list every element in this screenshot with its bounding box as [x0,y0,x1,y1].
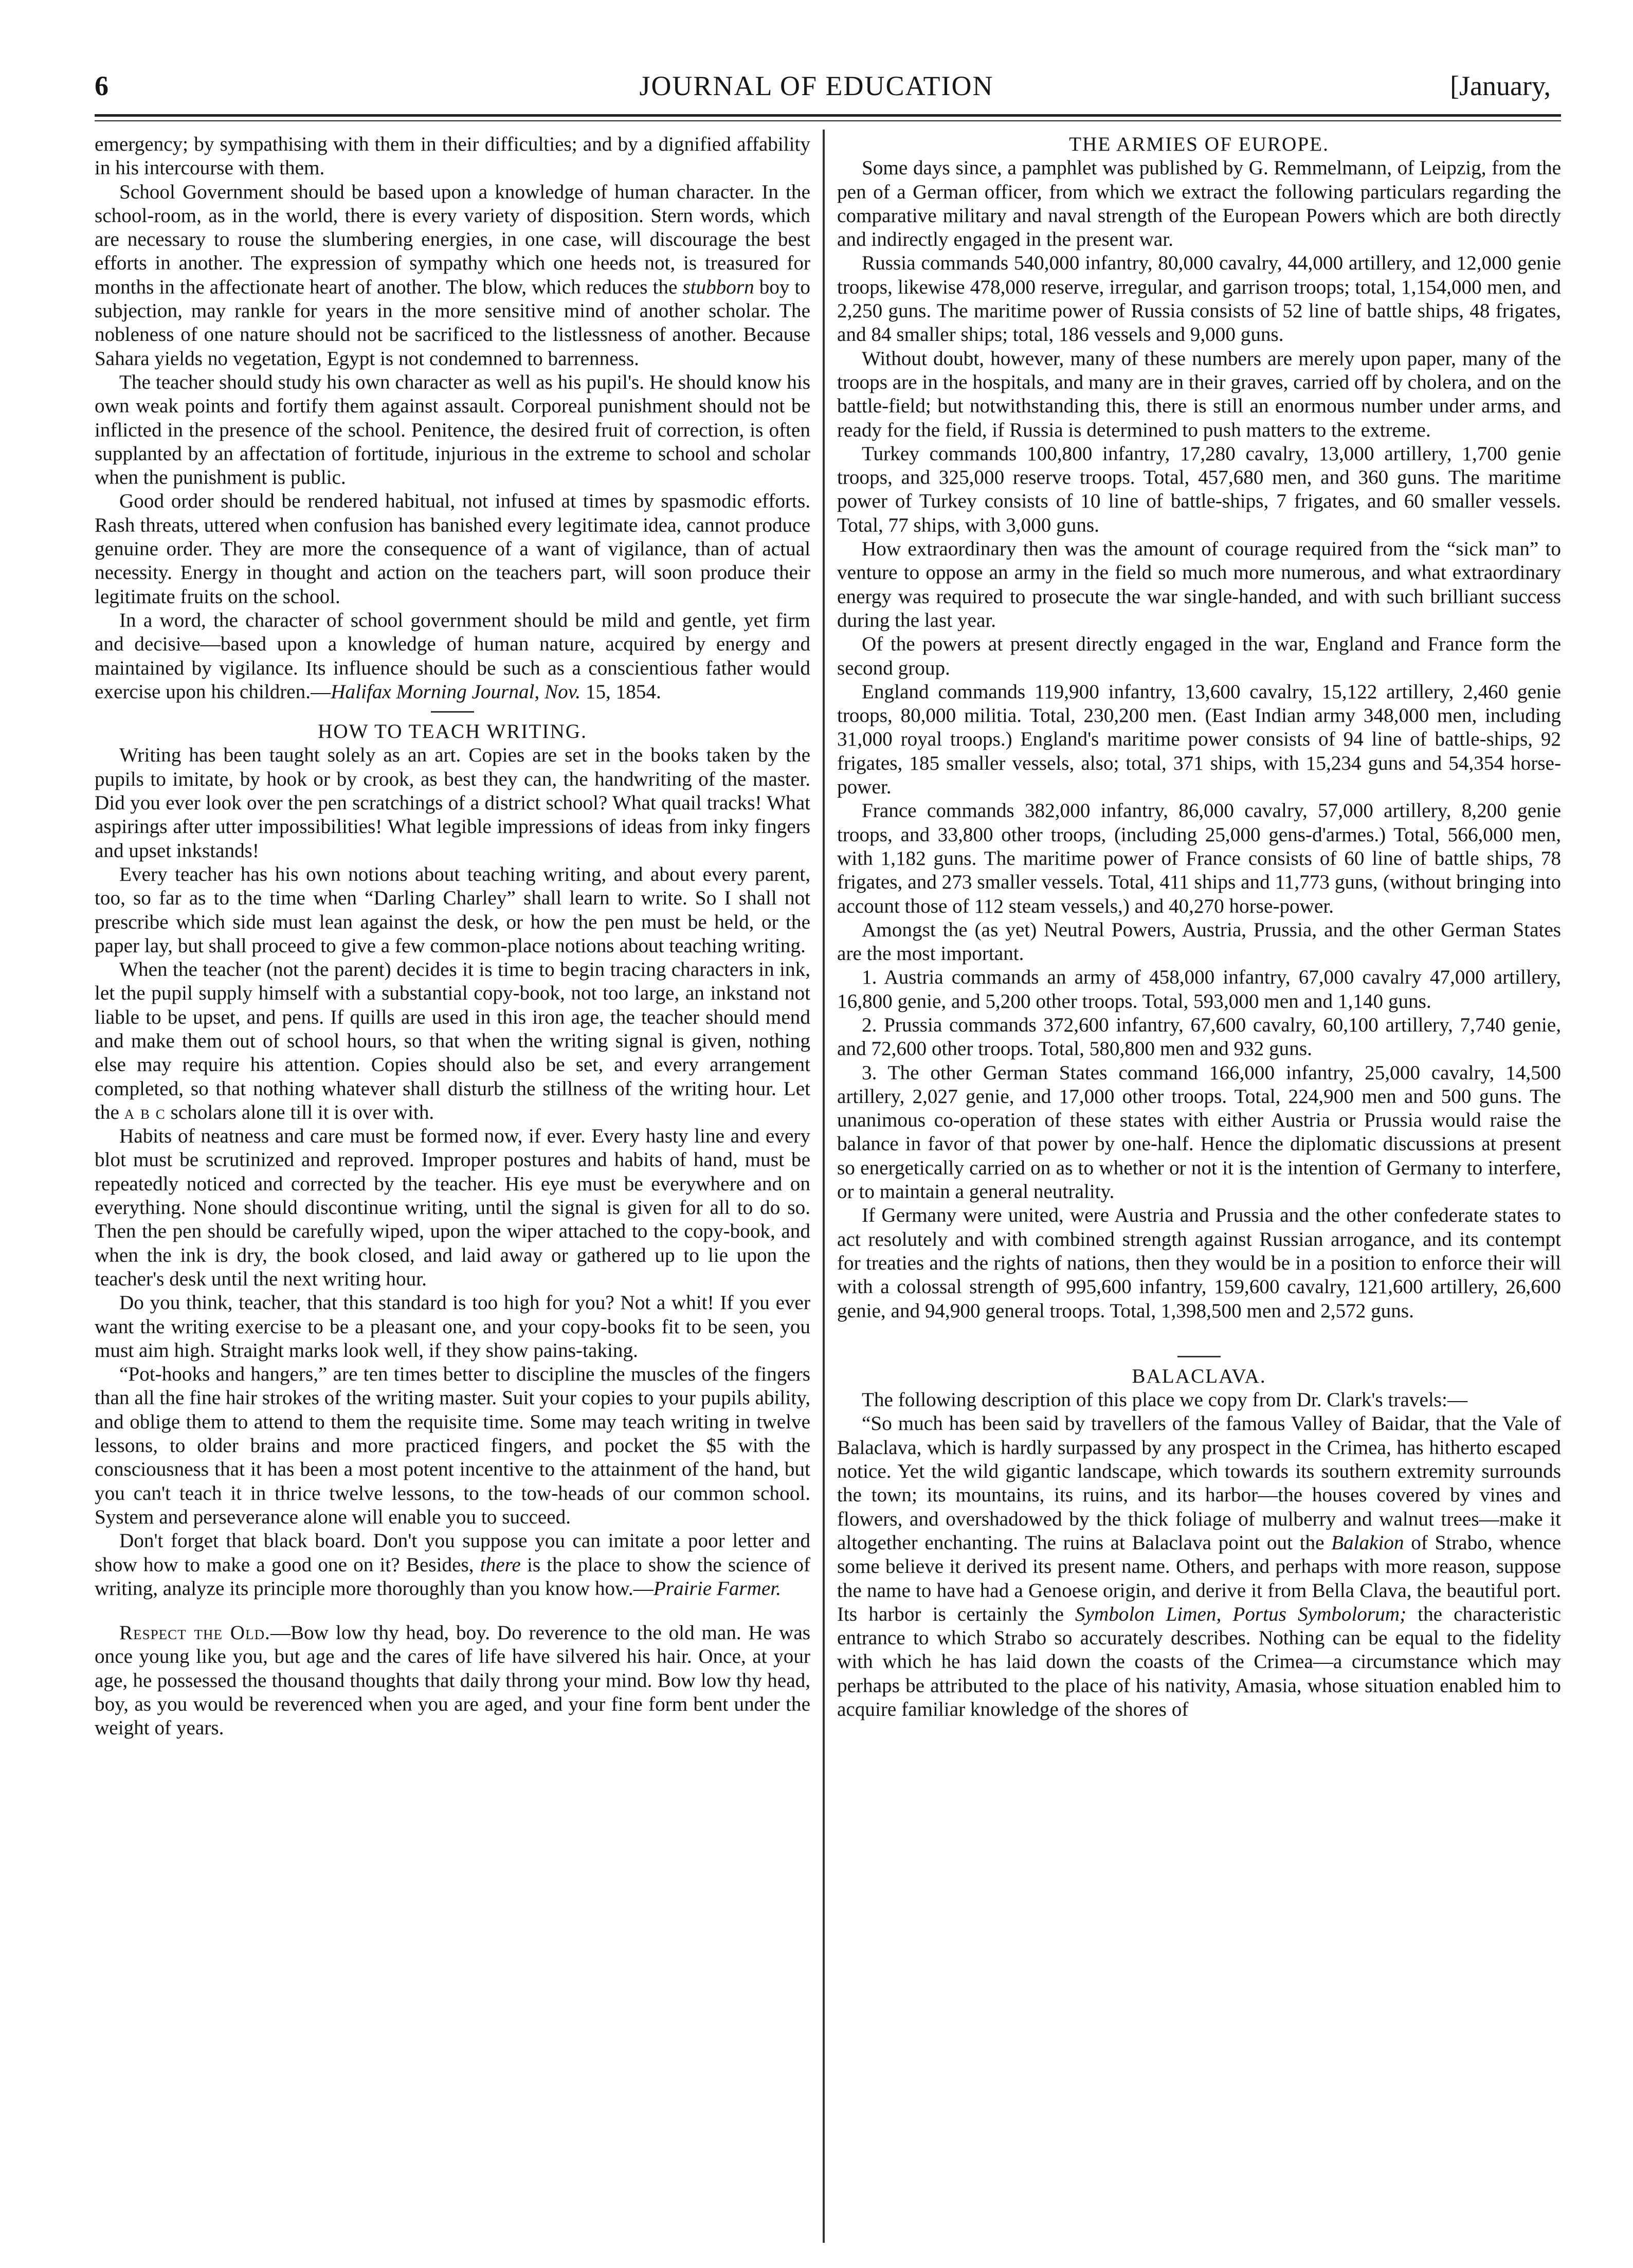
paragraph: In a word, the character of school government should be mild and gentle, yet firm and decisive—based upon a knowledge of human nature, acquired by energy and maintained by vigilance. Its influence should be such as a conscientious father would exercise upon his children.—Halifax Morning Journal, Nov. 15, 1854. [95,609,810,703]
paragraph: How extraordinary then was the amount of courage required from the “sick man” to venture to oppose an army in the field so much more numerous, and what extraordinary energy was required to prosecute the war single-handed, and with such brilliant success during the last year. [837,538,1561,631]
paragraph: Amongst the (as yet) Neutral Powers, Austria, Prussia, and the other German States are the most important. [837,918,1561,965]
paragraph: Some days since, a pamphlet was published by G. Remmelmann, of Leipzig, from the pen of a German officer, from which we extract the following particulars regarding the comparative military and naval strength of the European Powers which are both directly and indirectly engaged in the present war. [837,157,1561,251]
journal-title: JOURNAL OF EDUCATION [639,70,994,101]
paragraph: Good order should be rendered habitual, not infused at times by spasmodic efforts. Rash threats, uttered when confusion has banished every legitimate idea, cannot produce genuine order. They are more the consequence of a want of vigilance, than of actual necessity. Energy in thought and action on the teachers part, will soon produce their legitimate fruits on the school. [95,490,810,608]
paragraph: Of the powers at present directly engaged in the war, England and France form the second group. [837,633,1561,679]
paragraph: Every teacher has his own notions about teaching writing, and about every parent, too, so far as to the time when “Darling Charley” shall learn to write. So I shall not prescribe which side must lean against the desk, or how the pen must be held, or the paper lay, but shall proceed to give a few common-place notions about teaching writing. [95,863,810,957]
article-title: THE ARMIES OF EUROPE. [1069,133,1329,155]
paragraph: School Government should be based upon a knowledge of human character. In the school-room, as in the world, there is every variety of disposition. Stern words, which are necessary to rouse the slumbering energies, in one case, will discourage the best efforts in another. The expression of sympathy which one heeds not, is treasured for months in the affectionate heart of another. The blow, which reduces the stubborn boy to subjection, may rankle for years in the more sensitive mind of another scholar. The nobleness of one nature should not be sacrificed to the listlessness of another. Because Sahara yields no vegetation, Egypt is not condemned to barrenness. [95,180,810,370]
paragraph: 2. Prussia commands 372,600 infantry, 67,600 cavalry, 60,100 artillery, 7,740 genie, and 72,600 other troops. Total, 580,800 men and 932 guns. [837,1013,1561,1060]
paragraph: 1. Austria commands an army of 458,000 infantry, 67,000 cavalry 47,000 artillery, 16,800 genie, and 5,200 other troops. Total, 593,000 men and 1,140 guns. [837,966,1561,1012]
right-column [837,133,1561,2241]
respect-the-old-article [95,1621,810,1740]
paragraph: Do you think, teacher, that this standard is too high for you? Not a whit! If you ever want the writing exercise to be a pleasant one, and your copy-books fit to be seen, you must aim high. Straight marks look well, if they show pains-taking. [95,1292,810,1362]
left-column [95,133,810,2241]
balaclava-article [837,1365,1561,1721]
paragraph: Turkey commands 100,800 infantry, 17,280 cavalry, 13,000 artillery, 1,700 genie troops, and 325,000 reserve troops. Total, 457,680 men, and 360 guns. The maritime power of Turkey consists of 10 line of battle-ships, 7 frigates, and 60 smaller vessels. Total, 77 ships, with 3,000 guns. [837,442,1561,536]
paragraph: Without doubt, however, many of these numbers are merely upon paper, many of the troops are in the hospitals, and many are in their graves, carried off by cholera, and on the battle-field; but notwithstanding this, there is still an enormous number under arms, and ready for the field, if Russia is determined to push matters to the extreme. [837,347,1561,441]
paragraph: “So much has been said by travellers of the famous Valley of Baidar, that the Vale of Balaclava, which is hardly surpassed by any prospect in the Crimea, has hitherto escaped notice. Yet the wild gigantic landscape, which towards its southern extremity surrounds the town; its mountains, its ruins, and its harbor—the houses covered by vines and flowers, and overshadowed by the thick foliage of mulberry and walnut trees—make it altogether enchanting. The ruins at Balaclava point out the Balakion of Strabo, whence some believe it derived its present name. Others, and perhaps with more reason, suppose the name to have had a Genoese origin, and derive it from Bella Clava, the beautiful port. Its harbor is certainly the Symbolon Limen, Portus Symbolorum; the characteristic entrance to which Strabo so accurately describes. Nothing can be equal to the fidelity with which he has laid down the coasts of the Crimea—a circumstance which may perhaps be attributed to the place of his nativity, Amasia, whose situation enabled him to acquire familiar knowledge of the shores of [837,1412,1561,1720]
armies-of-europe-article [837,133,1561,1323]
how-to-teach-writing-article [95,720,810,1601]
article-title: BALACLAVA. [1132,1365,1266,1387]
paragraph: Don't forget that black board. Don't you suppose you can imitate a poor letter and show how to make a good one on it? Besides, there is the place to show the science of writing, analyze its principle more thoroughly than you know how.—Prairie Farmer. [95,1530,810,1600]
paragraph: England commands 119,900 infantry, 13,600 cavalry, 15,122 artillery, 2,460 genie troops, 80,000 militia. Total, 230,200 men. (East Indian army 348,000 men, including 31,000 royal troops.) England's maritime power consists of 94 line of battle-ships, 92 frigates, 185 smaller vessels, also; total, 371 ships, with 15,234 guns and 54,354 horse-power. [837,680,1561,799]
paragraph: Respect the Old.—Bow low thy head, boy. Do reverence to the old man. He was once young like you, but age and the cares of life have silvered his hair. Once, at your age, he possessed the thousand thoughts that daily throng your mind. Bow low thy head, boy, as you would be reverenced when you are aged, and your fine form bent under the weight of years. [95,1622,810,1739]
run-in-heading: Respect the Old. [119,1622,270,1644]
paragraph: The teacher should study his own character as well as his pupil's. He should know his own weak points and fortify them against assault. Corporeal punishment should not be inflicted in the presence of the school. Penitence, the desired fruit of correction, is often supplanted by an affectation of fortitude, injurious in the extreme to school and scholar when the punishment is public. [95,371,810,489]
school-government-article [95,133,810,704]
paragraph: If Germany were united, were Austria and Prussia and the other confederate states to act resolutely and with combined strength against Russian arrogance, and its contempt for treaties and the rights of nations, then they would be in a position to enforce their will with a colossal strength of 995,600 infantry, 159,600 cavalry, 121,600 artillery, 26,600 genie, and 94,900 general troops. Total, 1,398,500 men and 2,572 guns. [837,1204,1561,1322]
source-citation: Prairie Farmer. [653,1577,782,1600]
issue-month: [January, [1450,70,1551,101]
paragraph: Russia commands 540,000 infantry, 80,000 cavalry, 44,000 artillery, and 12,000 genie troops, likewise 478,000 reserve, irregular, and garrison troops; total, 1,154,000 men, and 2,250 guns. The maritime power of Russia consists of 52 line of battle ships, 48 frigates, and 84 smaller ships; total, 186 vessels and 9,000 guns. [837,252,1561,346]
article-title: HOW TO TEACH WRITING. [318,720,587,743]
header-rule-bottom [95,120,1561,121]
source-citation: Halifax Morning Journal, Nov. [331,680,581,703]
column-divider [823,130,825,2243]
paragraph: 3. The other German States command 166,000 infantry, 25,000 cavalry, 14,500 artillery, 2,027 genie, and 17,000 other troops. Total, 224,900 men and 500 guns. The unanimous co-operation of these states with either Austria or Prussia would raise the balance in favor of that power by one-half. Hence the diplomatic discussions at present so energetically carried on as to whether or not it is the intention of Germany to interfere, or to maintain a general neutrality. [837,1061,1561,1203]
header-rule-top [95,114,1561,117]
page-number: 6 [95,70,108,101]
paragraph: Writing has been taught solely as an art. Copies are set in the books taken by the pupils to imitate, by hook or by crook, as best they can, the handwriting of the master. Did you ever look over the pen scratchings of a district school? What quail tracks! What aspirings after utter impossibilities! What legible impressions of ideas from inky fingers and upset inkstands! [95,744,810,862]
paragraph: The following description of this place we copy from Dr. Clark's travels:— [862,1389,1468,1411]
paragraph: emergency; by sympathising with them in their difficulties; and by a dignified affability in his intercourse with them. [95,133,810,179]
paragraph: France commands 382,000 infantry, 86,000 cavalry, 57,000 artillery, 8,200 genie troops, and 33,800 other troops, (including 25,000 gens-d'armes.) Total, 566,000 men, with 1,182 guns. The maritime power of France consists of 60 line of battle ships, 78 frigates, and 273 smaller vessels. Total, 411 ships and 11,773 guns, (without bringing into account those of 112 steam vessels,) and 40,270 horse-power. [837,800,1561,917]
paragraph: Habits of neatness and care must be formed now, if ever. Every hasty line and every blot must be scrutinized and reproved. Improper postures and habits of hand, must be repeatedly noticed and corrected by the teacher. His eye must be everywhere and on everything. None should discontinue writing, until the signal is given for all to do so. Then the pen should be carefully wiped, upon the wiper attached to the copy-book, and when the ink is dry, the book closed, and laid away or gathered up to lie upon the teacher's desk until the next writing hour. [95,1125,810,1290]
paragraph: When the teacher (not the parent) decides it is time to begin tracing characters in ink, let the pupil supply himself with a substantial copy-book, not too large, an inkstand not liable to be upset, and pens. If quills are used in this iron age, the teacher should mend and make them out of school hours, so that when the writing signal is given, nothing else may require his attention. Copies should also be set, and every arrangement completed, so that nothing whatever shall disturb the stillness of the writing hour. Let the a b c scholars alone till it is over with. [95,958,810,1123]
paragraph: “Pot-hooks and hangers,” are ten times better to discipline the muscles of the fingers than all the fine hair strokes of the writing master. Suit your copies to your pupils ability, and oblige them to attend to them the requisite time. Some may teach writing in twelve lessons, to older brains and more practiced fingers, and pocket the $5 with the consciousness that it has been a most potent incentive to the attainment of the hand, but you can't teach it in thrice twelve lessons, to the tow-heads of our common school. System and perseverance alone will enable you to succeed. [95,1363,810,1528]
